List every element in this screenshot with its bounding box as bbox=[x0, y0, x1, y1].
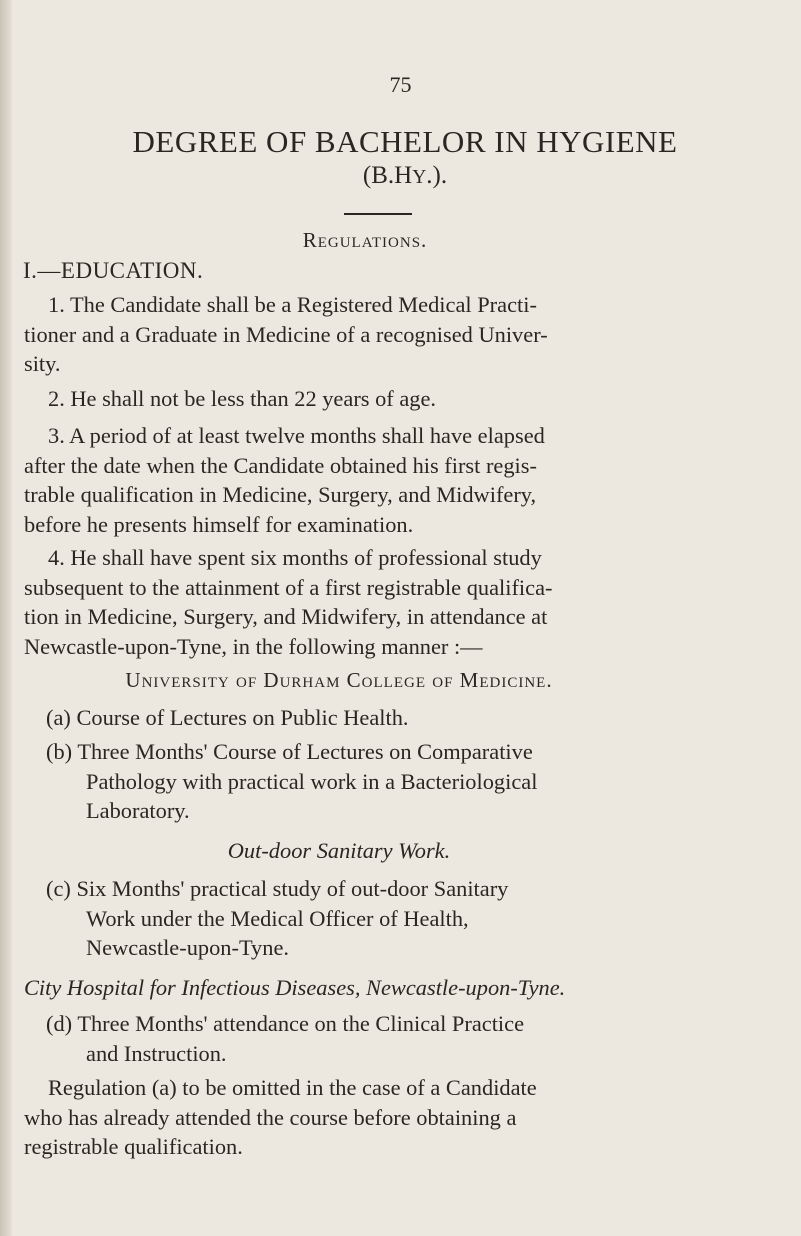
paragraph-line: after the date when the Candidate obtained his first regis- bbox=[24, 452, 537, 478]
list-item-line bbox=[46, 874, 666, 904]
paragraph-line: 4. He shall have spent six months of professional study bbox=[48, 545, 542, 570]
list-item-c bbox=[46, 874, 666, 963]
paragraph-line: who has already attended the course before obtaining a bbox=[24, 1104, 517, 1130]
paragraph-line: subsequent to the attainment of a first registrable qualifica- bbox=[24, 574, 553, 600]
college-heading: University of Durham College of Medicine. bbox=[125, 668, 553, 692]
abbr-small-caps: Y bbox=[412, 167, 427, 188]
regulations-heading: Regulations. bbox=[302, 228, 428, 252]
paragraph-line: tioner and a Graduate in Medicine of a recognised Univer- bbox=[24, 321, 548, 347]
regulation-paragraph-3 bbox=[24, 421, 644, 539]
list-item-line bbox=[46, 1009, 666, 1039]
item-label: (b) bbox=[46, 739, 73, 764]
list-item-line bbox=[46, 737, 666, 767]
regulation-paragraph-4 bbox=[24, 543, 644, 661]
paragraph-line: tion in Medicine, Surgery, and Midwifery, in attendance at bbox=[24, 604, 548, 629]
list-item-d bbox=[46, 1009, 666, 1068]
list-item-line: and Instruction. bbox=[86, 1040, 227, 1066]
title-divider bbox=[344, 213, 412, 215]
list-item-line: Pathology with practical work in a Bacteriological bbox=[86, 768, 538, 794]
hospital-heading: City Hospital for Infectious Diseases, Newcastle-upon-Tyne. bbox=[24, 975, 566, 1000]
regulation-paragraph-2 bbox=[24, 384, 644, 414]
outdoor-work-heading: Out-door Sanitary Work. bbox=[227, 838, 451, 863]
paragraph-line: Newcastle-upon-Tyne, in the following manner :— bbox=[24, 633, 483, 659]
paragraph-line: registrable qualification. bbox=[24, 1134, 243, 1159]
closing-paragraph bbox=[24, 1073, 644, 1162]
item-text: Three Months' Course of Lectures on Comparative bbox=[77, 739, 533, 764]
list-item-line: Work under the Medical Officer of Health, bbox=[86, 905, 469, 931]
regulation-paragraph-1 bbox=[24, 290, 644, 379]
paragraph-line: trable qualification in Medicine, Surgery, and Midwifery, bbox=[24, 482, 537, 507]
paragraph-line: before he presents himself for examination. bbox=[24, 511, 414, 537]
abbr-open: (B.H bbox=[362, 162, 413, 189]
paragraph-line: 3. A period of at least twelve months shall have elapsed bbox=[48, 423, 545, 448]
abbr-close: .). bbox=[426, 162, 448, 189]
page-title: DEGREE OF BACHELOR IN HYGIENE bbox=[132, 124, 678, 159]
paragraph-line: sity. bbox=[24, 351, 61, 376]
item-text: Course of Lectures on Public Health. bbox=[76, 705, 409, 730]
item-label: (d) bbox=[46, 1011, 73, 1036]
section-heading: I.—EDUCATION. bbox=[23, 258, 204, 283]
list-item-line: Newcastle-upon-Tyne. bbox=[86, 935, 289, 960]
item-label: (a) bbox=[46, 705, 71, 730]
degree-abbreviation bbox=[90, 162, 720, 190]
page-number: 75 bbox=[389, 72, 412, 97]
paragraph-line: 1. The Candidate shall be a Registered Medical Practi- bbox=[48, 292, 537, 317]
list-item-line bbox=[46, 703, 666, 733]
list-item-line: Laboratory. bbox=[86, 798, 190, 823]
paragraph-line: Regulation (a) to be omitted in the case of a Candidate bbox=[48, 1075, 537, 1100]
list-item-a bbox=[46, 703, 666, 733]
item-text: Six Months' practical study of out-door Sanitary bbox=[76, 876, 509, 901]
paragraph-line: 2. He shall not be less than 22 years of age. bbox=[48, 386, 436, 411]
list-item-b bbox=[46, 737, 666, 826]
item-text: Three Months' attendance on the Clinical Practice bbox=[77, 1011, 525, 1036]
item-label: (c) bbox=[46, 876, 71, 901]
